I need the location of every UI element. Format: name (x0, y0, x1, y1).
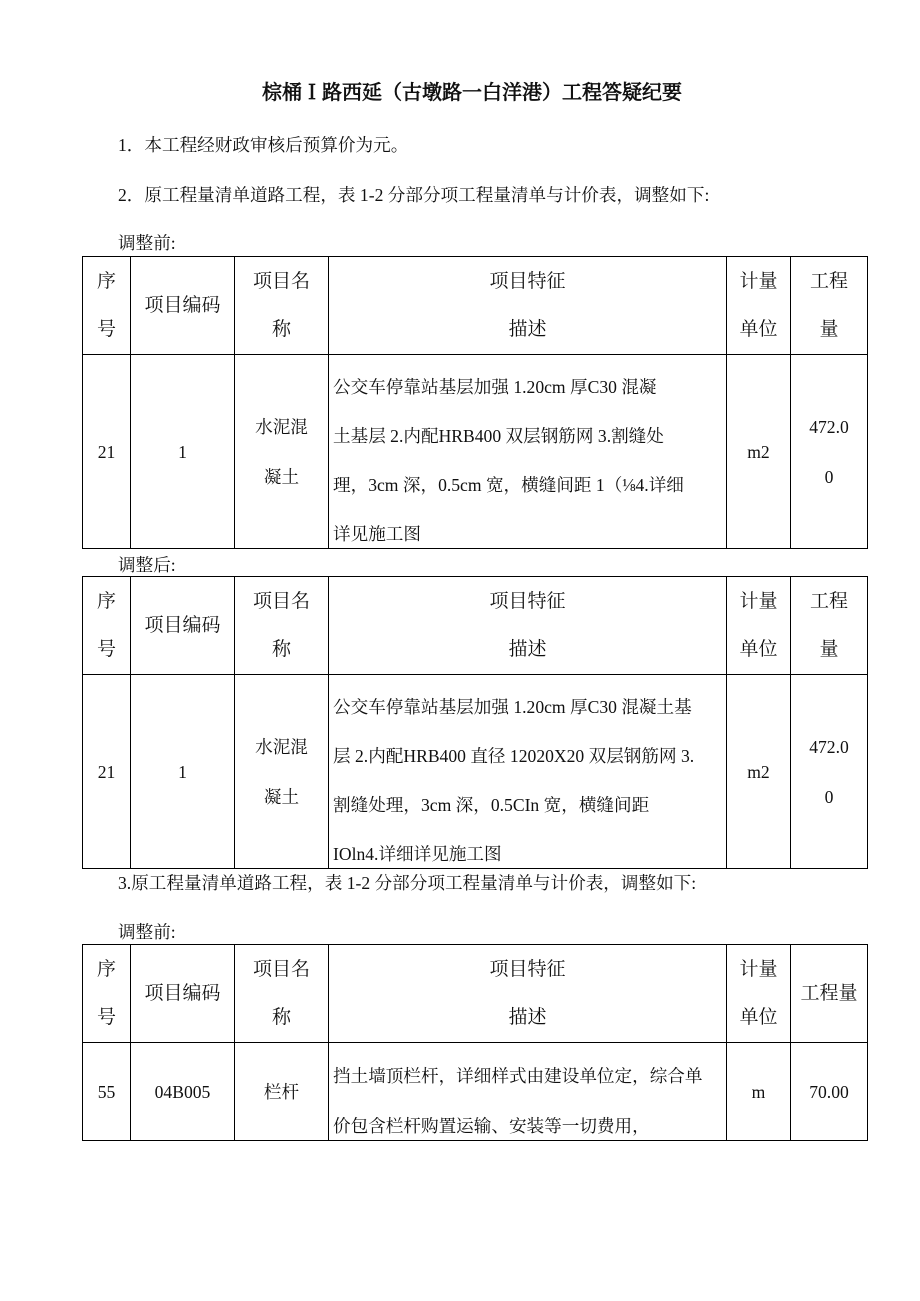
quantity-table-after (82, 576, 868, 869)
feature-line: 详见施工图 (333, 524, 421, 544)
header-name: 项目名 称 (235, 945, 329, 1043)
cell-seq: 55 (83, 1043, 131, 1141)
header-seq: 序 号 (83, 945, 131, 1043)
cell-name: 水泥混 凝土 (235, 675, 329, 869)
feature-line: 土基层 2.内配HRB400 双层钢筋网 3.割缝处 (333, 426, 664, 446)
cell-qty: 472.0 0 (791, 675, 868, 869)
cell-feature (329, 1043, 727, 1141)
header-feature: 项目特征 描述 (329, 945, 727, 1043)
cell-unit: m2 (727, 675, 791, 869)
header-unit: 计量 单位 (727, 577, 791, 675)
header-code: 项目编码 (131, 257, 235, 355)
feature-line: 公交车停靠站基层加强 1.20cm 厚C30 混凝 (333, 377, 657, 397)
header-name: 项目名 称 (235, 257, 329, 355)
cell-seq: 21 (83, 355, 131, 549)
header-feature: 项目特征 描述 (329, 257, 727, 355)
header-code: 项目编码 (131, 577, 235, 675)
cell-seq: 21 (83, 675, 131, 869)
adjust-before-label: 调整前: (118, 922, 176, 942)
cell-code: 1 (131, 675, 235, 869)
header-code: 项目编码 (131, 945, 235, 1043)
cell-code: 04B005 (131, 1043, 235, 1141)
feature-line: 割缝处理，3cm 深，0.5CIn 宽，横缝间距 (333, 795, 650, 815)
paragraph-1: 1．本工程经财政审核后预算价为元。 (118, 135, 409, 155)
quantity-table-before-1 (82, 256, 868, 549)
feature-line: 挡土墙顶栏杆，详细样式由建设单位定，综合单 (333, 1066, 703, 1086)
header-name: 项目名 称 (235, 577, 329, 675)
table-header-row (83, 257, 868, 355)
table-row (83, 1043, 868, 1141)
feature-line: 理，3cm 深，0.5cm 宽，横缝间距 1（⅛4.详细 (333, 475, 684, 495)
table-header-row (83, 945, 868, 1043)
header-qty: 工程 量 (791, 257, 868, 355)
adjust-after-label: 调整后: (118, 555, 176, 575)
cell-code: 1 (131, 355, 235, 549)
paragraph-2: 2．原工程量清单道路工程，表 1-2 分部分项工程量清单与计价表，调整如下: (118, 185, 710, 205)
document-title: 棕桶Ｉ路西延（古墩路一白洋港）工程答疑纪要 (262, 82, 682, 104)
feature-line: IOln4.详细详见施工图 (333, 844, 502, 864)
header-qty: 工程 量 (791, 577, 868, 675)
cell-name: 栏杆 (235, 1043, 329, 1141)
cell-unit: m (727, 1043, 791, 1141)
header-unit: 计量 单位 (727, 945, 791, 1043)
header-seq: 序 号 (83, 257, 131, 355)
table-row (83, 355, 868, 549)
header-unit: 计量 单位 (727, 257, 791, 355)
adjust-before-label: 调整前: (118, 233, 176, 253)
table-header-row (83, 577, 868, 675)
cell-feature (329, 355, 727, 549)
header-qty: 工程量 (791, 945, 868, 1043)
cell-qty: 70.00 (791, 1043, 868, 1141)
cell-unit: m2 (727, 355, 791, 549)
feature-line: 公交车停靠站基层加强 1.20cm 厚C30 混凝土基 (333, 697, 692, 717)
cell-qty: 472.0 0 (791, 355, 868, 549)
feature-line: 价包含栏杆购置运输、安装等一切费用， (333, 1116, 650, 1136)
quantity-table-before-2 (82, 944, 868, 1141)
feature-line: 层 2.内配HRB400 直径 12020X20 双层钢筋网 3. (333, 746, 695, 766)
paragraph-3: 3.原工程量清单道路工程，表 1-2 分部分项工程量清单与计价表，调整如下: (118, 873, 697, 893)
cell-feature (329, 675, 727, 869)
table-row (83, 675, 868, 869)
header-seq: 序 号 (83, 577, 131, 675)
header-feature: 项目特征 描述 (329, 577, 727, 675)
cell-name: 水泥混 凝土 (235, 355, 329, 549)
